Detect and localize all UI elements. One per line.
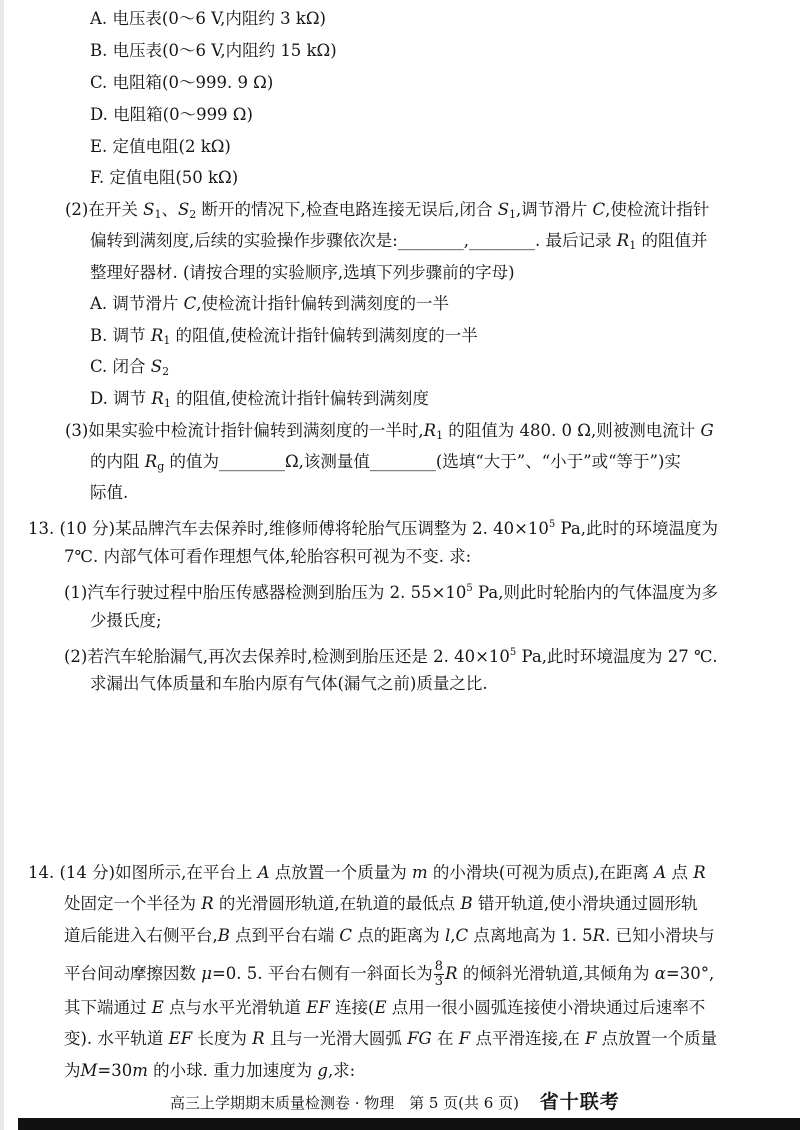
q13-part2-line2: 求漏出气体质量和车胎内原有气体(漏气之前)质量之比. — [90, 674, 488, 693]
option-a: A. 电压表(0～6 V,内阻约 3 kΩ) — [90, 9, 326, 28]
q12-2-line2: 偏转到满刻度,后续的实验操作步骤依次是:________,________. 最后记录 $R_1$ 的阻值并 — [90, 231, 708, 252]
q13-part2-line1: (2)若汽车轮胎漏气,再次去保养时,检测到胎压还是 2. $40\times 10^5$ Pa,此时环境温度为 27 ℃. — [64, 647, 718, 666]
page-footer — [170, 1092, 620, 1113]
q14-line6: 变). 水平轨道 EF 长度为 R 且与一光滑大圆弧 FG 在 F 点平滑连接,在 F 点放置一个质量 — [64, 1029, 718, 1048]
q13-line2: 7℃. 内部气体可看作理想气体,轮胎容积可视为不变. 求: — [64, 547, 472, 566]
option-f: F. 定值电阻(50 kΩ) — [90, 168, 239, 187]
q12-step-a: A. 调节滑片 C,使检流计指针偏转到满刻度的一半 — [90, 294, 450, 313]
q13-part1-line2: 少摄氏度; — [90, 611, 162, 630]
fraction-8-3: $\frac{8}{3}$ — [434, 959, 444, 989]
footer-page-number: 第 5 页(共 6 页) — [409, 1094, 519, 1112]
q12-2-line1: (2)在开关 $S_1$、$S_2$ 断开的情况下,检查电路连接无误后,闭合 $S_1$,调节滑片 C,使检流计指针 — [65, 200, 710, 221]
option-c: C. 电阻箱(0～999. 9 Ω) — [90, 73, 274, 92]
q13-line1: 13. (10 分)某品牌汽车去保养时,维修师傅将轮胎气压调整为 2. $40\times 10^5$ Pa,此时的环境温度为 — [28, 519, 718, 538]
q12-step-d: D. 调节 $R_1$ 的阻值,使检流计指针偏转到满刻度 — [90, 389, 429, 410]
q12-3-line3: 际值. — [90, 483, 129, 502]
q14-line3: 道后能进入右侧平台,B 点到平台右端 C 点的距离为 l,C 点离地高为 1. 5R. 已知小滑块与 — [64, 926, 715, 945]
option-b: B. 电压表(0～6 V,内阻约 15 kΩ) — [90, 41, 337, 60]
q14-line5: 其下端通过 E 点与水平光滑轨道 EF 连接(E 点用一很小圆弧连接使小滑块通过后速率不 — [64, 998, 706, 1017]
q12-2-line3: 整理好器材. (请按合理的实验顺序,选填下列步骤前的字母) — [90, 263, 515, 282]
scan-edge — [0, 0, 4, 1130]
q14-line7: 为M=30m 的小球. 重力加速度为 g,求: — [64, 1061, 356, 1080]
q14-line1: 14. (14 分)如图所示,在平台上 A 点放置一个质量为 m 的小滑块(可视为质点),在距离 A 点 R — [28, 863, 706, 882]
q12-step-c: C. 闭合 $S_2$ — [90, 357, 170, 378]
q12-3-line1: (3)如果实验中检流计指针偏转到满刻度的一半时$,R_1$ 的阻值为 480. 0 Ω,则被测电流计 G — [65, 421, 714, 442]
q12-3-line2: 的内阻 $R_g$ 的值为________Ω,该测量值________(选填“大于”、“小于”或“等于”)实 — [90, 452, 681, 473]
scan-bottom-bar — [18, 1118, 800, 1130]
q14-line2: 处固定一个半径为 R 的光滑圆形轨道,在轨道的最低点 B 错开轨道,使小滑块通过圆形轨 — [64, 894, 698, 913]
footer-title: 高三上学期期末质量检测卷 · 物理 — [170, 1094, 395, 1112]
footer-brand: 省十联考 — [539, 1091, 620, 1113]
q14-line4: 平台间动摩擦因数 μ=0. 5. 平台右侧有一斜面长为 $\frac{8}{3}$ R 的倾斜光滑轨道,其倾角为 α=30°, — [64, 959, 715, 989]
option-d: D. 电阻箱(0～999 Ω) — [90, 105, 253, 124]
option-e: E. 定值电阻(2 kΩ) — [90, 137, 231, 156]
q12-step-b: B. 调节 $R_1$ 的阻值,使检流计指针偏转到满刻度的一半 — [90, 326, 478, 347]
q13-part1-line1: (1)汽车行驶过程中胎压传感器检测到胎压为 2. $55\times 10^5$ Pa,则此时轮胎内的气体温度为多 — [64, 583, 718, 602]
